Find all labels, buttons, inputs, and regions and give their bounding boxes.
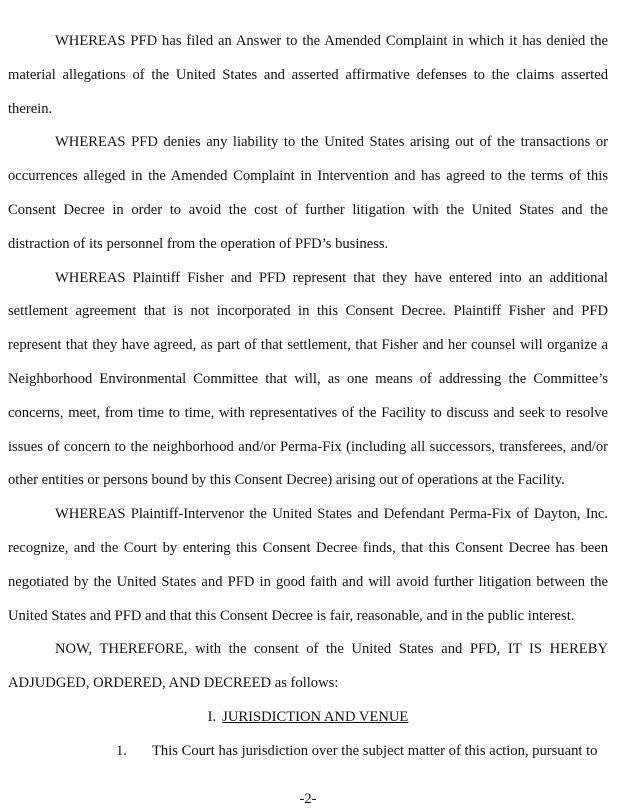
paragraph-now-therefore: NOW, THEREFORE, with the consent of the United States and PFD, IT IS HEREBY ADJUDGED, ORDERED, AND DECREED as follows: (8, 641, 608, 692)
document-body (8, 25, 608, 769)
numbered-paragraph-text: This Court has jurisdiction over the subject matter of this action, pursuant to (152, 742, 598, 759)
section-number: I. (207, 708, 217, 725)
paragraph-pfd-answer: WHEREAS PFD has filed an Answer to the Amended Complaint in which it has denied the material allegations of the United States and asserted affirmative defenses to the claims asserted therein. (8, 33, 608, 117)
section-title: JURISDICTION AND VENUE (222, 708, 409, 725)
page-number: -2- (299, 791, 317, 807)
paragraph-marker: 1. (116, 742, 127, 759)
paragraph-pfd-denies-liability: WHEREAS PFD denies any liability to the United States arising out of the transactions or occurrences alleged in the Amended Complaint in Intervention and has agreed to the terms of this Consent Decree in order to avoid the cost of further litigation with the United States and the distraction of its personnel from the operation of PFD’s business. (8, 134, 608, 252)
numbered-paragraph (8, 735, 608, 769)
paragraph-good-faith-recognition: WHEREAS Plaintiff-Intervenor the United States and Defendant Perma-Fix of Dayton, Inc. recognize, and the Court by entering this Consent Decree finds, that this Consent Decree has been negotiated by the United States and PFD in good faith and will avoid further litigation between the United States and PFD and that this Consent Decree is fair, reasonable, and in the public interest. (8, 506, 608, 624)
section-heading (8, 701, 608, 735)
paragraph-settlement-agreement: WHEREAS Plaintiff Fisher and PFD represent that they have entered into an additional settlement agreement that is not incorporated in this Consent Decree. Plaintiff Fisher and PFD represent that they have agreed, as part of that settlement, that Fisher and her counsel will organize a Neighborhood Environmental Committee that will, as one means of addressing the Committee’s concerns, meet, from time to time, with representatives of the Facility to discuss and seek to resolve issues of concern to the neighborhood and/or Perma-Fix (including all successors, transferees, and/or other entities or persons bound by this Consent Decree) arising out of operations at the Facility. (8, 269, 608, 489)
